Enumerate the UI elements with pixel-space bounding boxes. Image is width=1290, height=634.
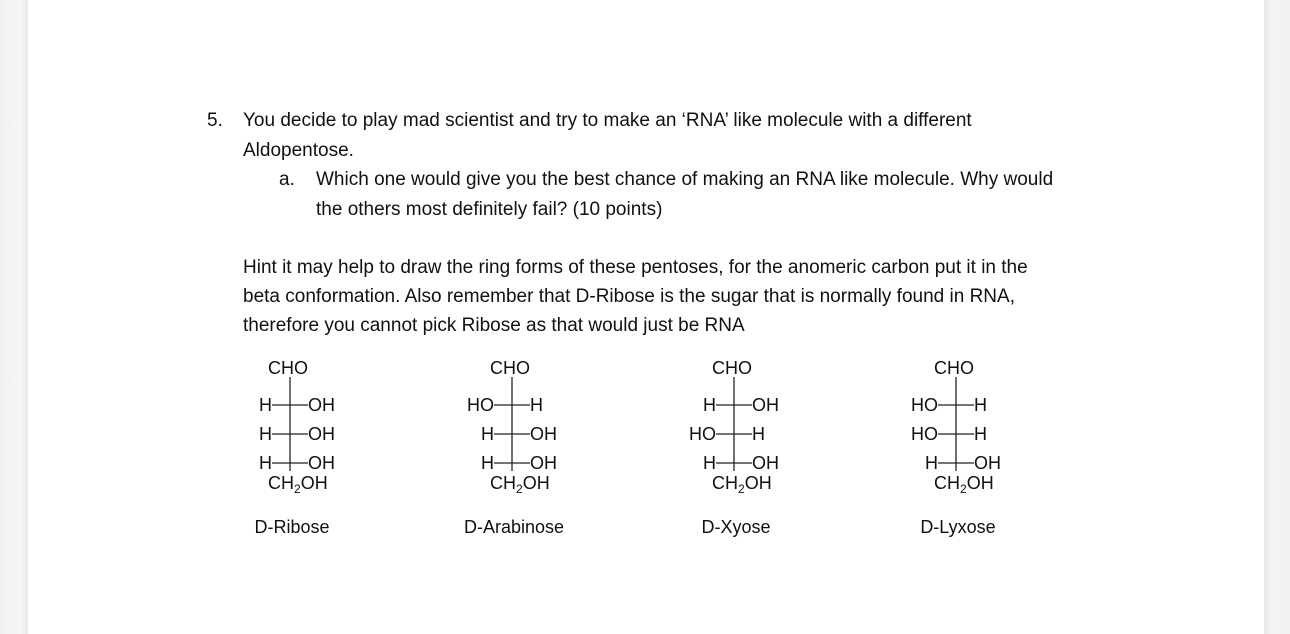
fischer-top-group: CHO (490, 358, 530, 378)
bottom-group-subscript: 2 (738, 482, 745, 496)
fischer-left-substituent: HO (467, 395, 494, 415)
bottom-group-subscript: 2 (516, 482, 523, 496)
sugar-name-d-lyxose: D-Lyxose (920, 517, 996, 537)
fischer-right-substituent: OH (530, 424, 557, 444)
page-margin-left (0, 0, 28, 634)
bottom-group-subscript: 2 (960, 482, 967, 496)
fischer-left-substituent: H (259, 453, 272, 473)
subquestion-text-line-2: the others most definitely fail? (10 points) (316, 199, 663, 220)
question-text-line-2: Aldopentose. (243, 140, 354, 161)
fischer-left-substituent: H (925, 453, 938, 473)
fischer-top-group: CHO (268, 358, 308, 378)
bottom-group-main: CH (268, 473, 294, 493)
fischer-right-substituent: OH (530, 453, 557, 473)
bottom-group-end: OH (522, 473, 550, 493)
bottom-group-end: OH (966, 473, 994, 493)
fischer-top-group: CHO (934, 358, 974, 378)
fischer-right-substituent: OH (308, 395, 335, 415)
fischer-right-substituent: H (530, 395, 543, 415)
hint-line-2: beta conformation. Also remember that D-Ribose is the sugar that is normally found in RNA, (243, 286, 1015, 307)
bottom-group-subscript: 2 (294, 482, 301, 496)
fischer-right-substituent: H (974, 395, 987, 415)
fischer-right-substituent: OH (752, 395, 779, 415)
bottom-group-end: OH (300, 473, 328, 493)
fischer-right-substituent: OH (308, 424, 335, 444)
page-margin-right (1264, 0, 1290, 634)
fischer-left-substituent: HO (689, 424, 716, 444)
bottom-group-end: OH (744, 473, 772, 493)
fischer-left-substituent: HO (911, 395, 938, 415)
subquestion-letter: a. (279, 169, 295, 190)
sugar-name-d-xyose: D-Xyose (701, 517, 771, 537)
fischer-left-substituent: H (259, 424, 272, 444)
bottom-group-main: CH (934, 473, 960, 493)
fischer-left-substituent: HO (911, 424, 938, 444)
hint-line-3: therefore you cannot pick Ribose as that would just be RNA (243, 315, 745, 336)
question-number: 5. (207, 110, 223, 131)
fischer-right-substituent: OH (308, 453, 335, 473)
fischer-right-substituent: OH (752, 453, 779, 473)
fischer-left-substituent: H (703, 453, 716, 473)
fischer-bottom-group (268, 473, 328, 495)
bottom-group-main: CH (712, 473, 738, 493)
fischer-bottom-group (490, 473, 550, 495)
sugar-name-d-arabinose: D-Arabinose (463, 517, 565, 537)
fischer-bottom-group (934, 473, 994, 495)
subquestion-text-line-1: Which one would give you the best chance of making an RNA like molecule. Why would (316, 169, 1054, 190)
question-text-line-1: You decide to play mad scientist and try to make an ‘RNA’ like molecule with a different (243, 110, 972, 131)
fischer-left-substituent: H (703, 395, 716, 415)
fischer-right-substituent: H (974, 424, 987, 444)
bottom-group-main: CH (490, 473, 516, 493)
sugar-name-d-ribose: D-Ribose (254, 517, 330, 537)
fischer-top-group: CHO (712, 358, 752, 378)
fischer-bottom-group (712, 473, 772, 495)
hint-line-1: Hint it may help to draw the ring forms of these pentoses, for the anomeric carbon put it in the (243, 257, 1028, 278)
fischer-left-substituent: H (259, 395, 272, 415)
document-page (28, 0, 1264, 634)
fischer-right-substituent: OH (974, 453, 1001, 473)
fischer-right-substituent: H (752, 424, 765, 444)
fischer-left-substituent: H (481, 424, 494, 444)
fischer-left-substituent: H (481, 453, 494, 473)
